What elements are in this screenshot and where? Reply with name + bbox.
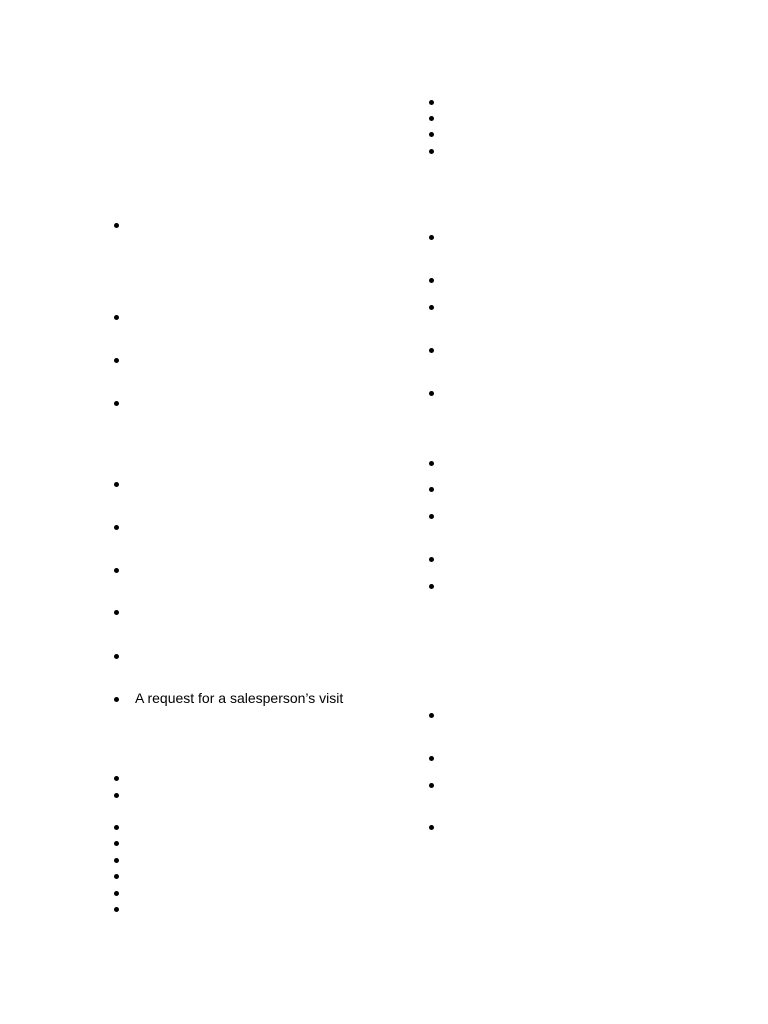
- bullet-icon: [429, 116, 434, 121]
- bullet-icon: [429, 391, 434, 396]
- bullet-icon: [429, 149, 434, 154]
- bullet-icon: [114, 401, 119, 406]
- bullet-icon: [114, 874, 119, 879]
- bullet-icon: [429, 305, 434, 310]
- bullet-icon: [114, 776, 119, 781]
- bullet-icon: [429, 487, 434, 492]
- bullet-icon: [114, 891, 119, 896]
- bullet-icon: [429, 461, 434, 466]
- bullet-icon: [429, 756, 434, 761]
- bullet-icon: [429, 557, 434, 562]
- bullet-icon: [114, 482, 119, 487]
- bullet-icon: [429, 132, 434, 137]
- bullet-icon: [114, 825, 119, 830]
- bullet-icon: [429, 278, 434, 283]
- bullet-icon: [429, 100, 434, 105]
- bullet-icon: [114, 841, 119, 846]
- bullet-icon: [429, 783, 434, 788]
- bullet-icon: [429, 584, 434, 589]
- list-item-text: A request for a salesperson’s visit: [135, 690, 344, 706]
- bullet-icon: [114, 568, 119, 573]
- bullet-icon: [114, 315, 119, 320]
- bullet-icon: [114, 907, 119, 912]
- bullet-icon: [429, 713, 434, 718]
- bullet-icon: [429, 348, 434, 353]
- bullet-icon: [114, 223, 119, 228]
- bullet-icon: [114, 610, 119, 615]
- bullet-icon: [114, 793, 119, 798]
- bullet-icon: [429, 514, 434, 519]
- bullet-icon: [429, 235, 434, 240]
- bullet-icon: [114, 654, 119, 659]
- bullet-icon: [114, 697, 119, 702]
- bullet-icon: [114, 525, 119, 530]
- bullet-icon: [114, 358, 119, 363]
- bullet-icon: [114, 858, 119, 863]
- bullet-icon: [429, 825, 434, 830]
